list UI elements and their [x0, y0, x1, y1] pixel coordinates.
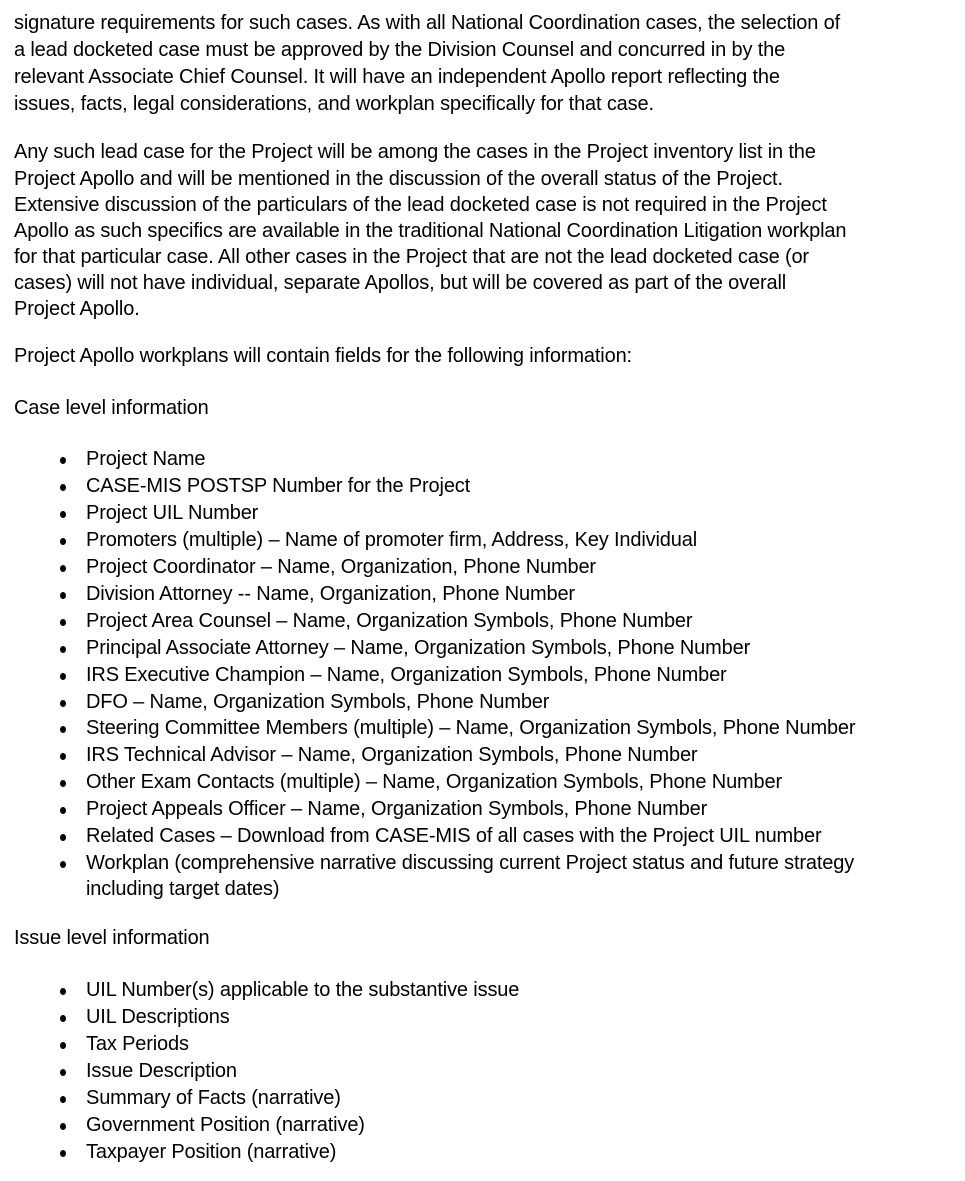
bullet-icon [60, 673, 66, 680]
paragraph-line: Any such lead case for the Project will be among the cases in the Project inventory list in the [14, 141, 816, 163]
bullet-icon [60, 1042, 66, 1049]
list-item-text: Project Area Counsel – Name, Organization Symbols, Phone Number [86, 610, 693, 632]
list-item-text: DFO – Name, Organization Symbols, Phone Number [86, 691, 550, 713]
paragraph-line: Project Apollo. [14, 298, 140, 320]
list-item-text: IRS Technical Advisor – Name, Organization Symbols, Phone Number [86, 744, 698, 766]
list-item-text: Project Name [86, 448, 206, 470]
bullet-icon [60, 726, 66, 733]
list-item-text: Related Cases – Download from CASE-MIS of all cases with the Project UIL number [86, 825, 822, 847]
list-item-text: Principal Associate Attorney – Name, Organization Symbols, Phone Number [86, 637, 751, 659]
list-item-text: Division Attorney -- Name, Organization, Phone Number [86, 583, 575, 605]
paragraph-line: for that particular case. All other cases in the Project that are not the lead docketed case (or [14, 246, 809, 268]
list-item-text: including target dates) [86, 878, 280, 900]
list-item-text: CASE-MIS POSTSP Number for the Project [86, 475, 471, 497]
bullet-icon [60, 988, 66, 995]
list-item-text: Project Appeals Officer – Name, Organization Symbols, Phone Number [86, 798, 708, 820]
paragraph-line: a lead docketed case must be approved by the Division Counsel and concurred in by the [14, 39, 786, 61]
list-item-text: Steering Committee Members (multiple) – Name, Organization Symbols, Phone Number [86, 717, 856, 739]
bullet-icon [60, 834, 66, 841]
case-level-heading: Case level information [14, 397, 209, 419]
paragraph-line: signature requirements for such cases. As with all National Coordination cases, the selection of [14, 12, 841, 34]
list-item-text: Promoters (multiple) – Name of promoter firm, Address, Key Individual [86, 529, 697, 551]
bullet-icon [60, 700, 66, 707]
list-item-text: Workplan (comprehensive narrative discussing current Project status and future strategy [86, 852, 855, 874]
bullet-icon [60, 1069, 66, 1076]
paragraph-line: cases) will not have individual, separate Apollos, but will be covered as part of the overall [14, 272, 787, 294]
paragraph-line: Extensive discussion of the particulars of the lead docketed case is not required in the Project [14, 194, 827, 216]
list-item-text: Project UIL Number [86, 502, 259, 524]
bullet-icon [60, 1150, 66, 1157]
bullet-icon [60, 646, 66, 653]
bullet-icon [60, 619, 66, 626]
bullet-icon [60, 484, 66, 491]
bullet-icon [60, 1096, 66, 1103]
list-item-text: UIL Number(s) applicable to the substantive issue [86, 979, 520, 1001]
workplan-fields-intro: Project Apollo workplans will contain fields for the following information: [14, 345, 632, 367]
paragraph-line: Apollo as such specifics are available in the traditional National Coordination Litigation workplan [14, 220, 847, 242]
list-item-text: Project Coordinator – Name, Organization, Phone Number [86, 556, 596, 578]
list-item-text: IRS Executive Champion – Name, Organization Symbols, Phone Number [86, 664, 727, 686]
paragraph-line: issues, facts, legal considerations, and workplan specifically for that case. [14, 93, 654, 115]
bullet-icon [60, 861, 66, 868]
bullet-icon [60, 753, 66, 760]
bullet-icon [60, 538, 66, 545]
list-item-text: Taxpayer Position (narrative) [86, 1141, 337, 1163]
list-item-text: Tax Periods [86, 1033, 189, 1055]
bullet-icon [60, 780, 66, 787]
bullet-icon [60, 457, 66, 464]
list-item-text: Summary of Facts (narrative) [86, 1087, 341, 1109]
list-item-text: UIL Descriptions [86, 1006, 230, 1028]
paragraph-line: relevant Associate Chief Counsel. It will have an independent Apollo report reflecting the [14, 66, 780, 88]
bullet-icon [60, 565, 66, 572]
bullet-icon [60, 807, 66, 814]
bullet-icon [60, 1015, 66, 1022]
list-item-text: Other Exam Contacts (multiple) – Name, Organization Symbols, Phone Number [86, 771, 783, 793]
list-item-text: Issue Description [86, 1060, 237, 1082]
bullet-icon [60, 592, 66, 599]
issue-level-heading: Issue level information [14, 927, 210, 949]
paragraph-line: Project Apollo and will be mentioned in the discussion of the overall status of the Project. [14, 168, 783, 190]
bullet-icon [60, 511, 66, 518]
bullet-icon [60, 1123, 66, 1130]
list-item-text: Government Position (narrative) [86, 1114, 365, 1136]
